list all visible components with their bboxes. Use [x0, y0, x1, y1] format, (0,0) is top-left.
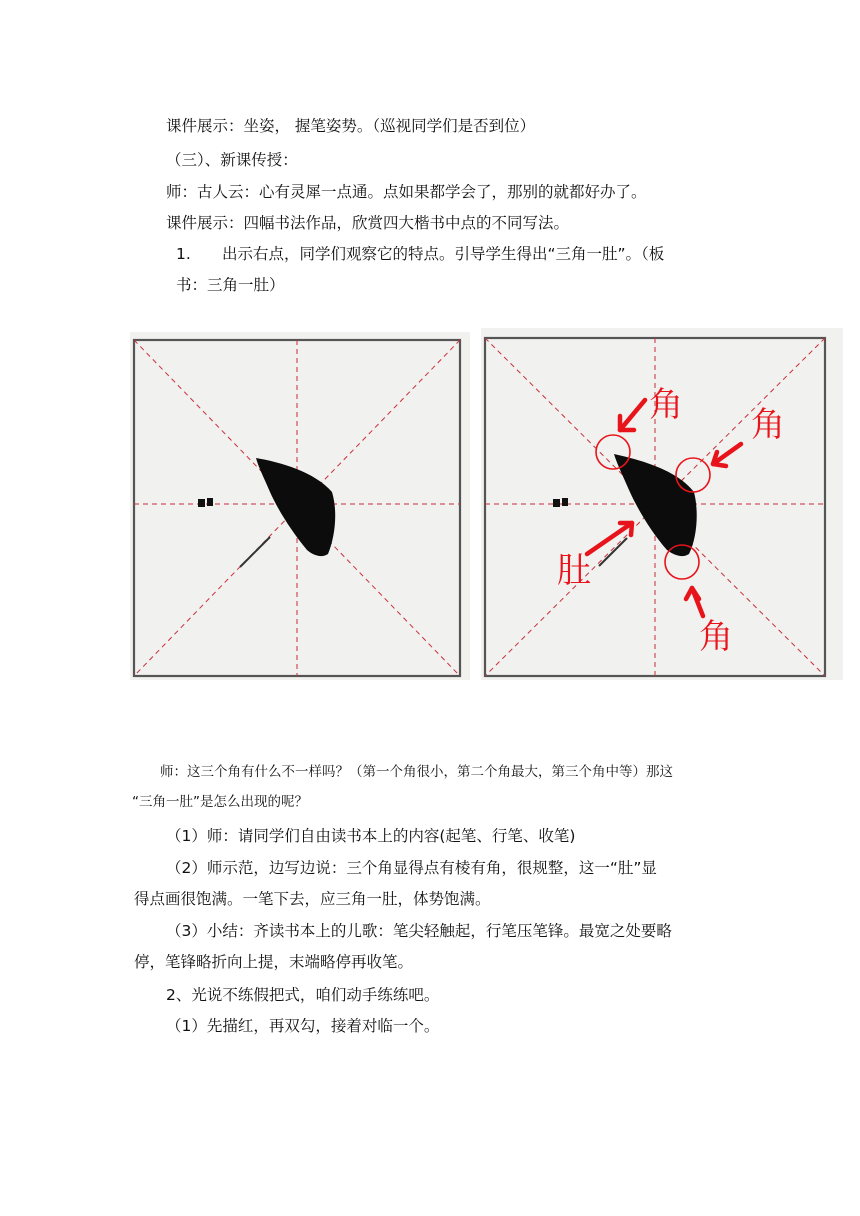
- step-3-line1: （3）小结：齐读书本上的儿歌：笔尖轻触起，行笔压笔锋。最宽之处要略: [166, 922, 672, 940]
- calligraphy-dot-image-plain: [130, 332, 470, 680]
- section-2-step-1: （1）先描红，再双勾，接着对临一个。: [166, 1017, 440, 1035]
- step-2-line2: 得点画很饱满。一笔下去，应三角一肚，体势饱满。: [134, 890, 491, 908]
- step-2-line1: （2）师示范，边写边说：三个角显得点有棱有角，很规整，这一“肚”显: [166, 859, 657, 877]
- list-item-number-1: 1.: [176, 245, 191, 263]
- label-jiao-right: 角: [751, 405, 785, 445]
- list-item-1-text-line2: 书：三角一肚）: [176, 276, 285, 294]
- paragraph-courseware-posture: 课件展示：坐姿， 握笔姿势。（巡视同学们是否到位）: [166, 117, 536, 135]
- paragraph-question-line2: “三角一肚”是怎么出现的呢？: [132, 794, 308, 810]
- section-2-practice: 2、光说不练假把式，咱们动手练练吧。: [166, 986, 440, 1004]
- calligraphy-dot-plain-drawing: [130, 332, 470, 680]
- label-jiao-bottom: 角: [699, 617, 733, 657]
- section-heading-new-lesson: （三）、新课传授：: [166, 151, 298, 169]
- paragraph-question-line1: 师：这三个角有什么不一样吗？（第一个角很小，第二个角最大，第三个角中等）那这: [160, 764, 673, 780]
- label-du: 肚: [557, 551, 591, 591]
- paragraph-teacher-quote: 师：古人云：心有灵犀一点通。点如果都学会了，那别的就都好办了。: [166, 183, 647, 201]
- step-1-read-book: （1）师：请同学们自由读书本上的内容(起笔、行笔、收笔): [166, 827, 576, 845]
- step-3-line2: 停，笔锋略折向上提，末端略停再收笔。: [134, 953, 414, 971]
- label-jiao-top: 角: [649, 385, 683, 425]
- paragraph-courseware-four-works: 课件展示：四幅书法作品，欣赏四大楷书中点的不同写法。: [166, 214, 570, 232]
- list-item-1-text-line1: 出示右点，同学们观察它的特点。引导学生得出“三角一肚”。（板: [222, 245, 665, 263]
- calligraphy-dot-image-annotated: [481, 328, 843, 680]
- calligraphy-dot-annotated-drawing: [481, 328, 843, 680]
